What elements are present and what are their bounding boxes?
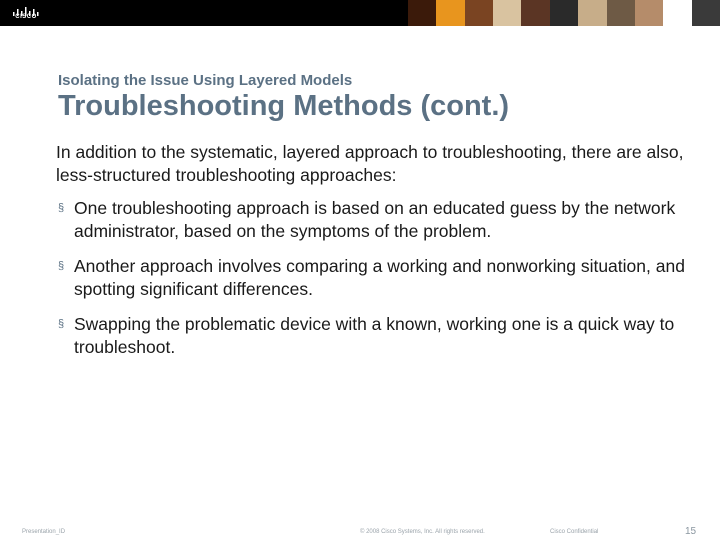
bullet-text: Swapping the problematic device with a known, working one is a quick way to troubleshoot.	[74, 314, 675, 357]
bullet-list	[58, 197, 698, 371]
bullet-text: One troubleshooting approach is based on an educated guess by the network administrator, based on the symptoms of the problem.	[74, 198, 676, 241]
bullet-marker: §	[58, 202, 65, 214]
header-photo-tile	[521, 0, 549, 26]
header-photo-strip	[408, 0, 720, 26]
cisco-logo	[10, 4, 42, 22]
footer-presentation-id: Presentation_ID	[22, 529, 66, 535]
footer-confidential: Cisco Confidential	[550, 529, 599, 535]
header-photo-tile	[635, 0, 663, 26]
bullet-marker: §	[58, 260, 65, 272]
header-photo-tile	[436, 0, 464, 26]
header-photo-tile	[550, 0, 578, 26]
slide-title: Troubleshooting Methods (cont.)	[58, 90, 510, 122]
bullet-text: Another approach involves comparing a working and nonworking situation, and spotting significant differences.	[74, 256, 685, 299]
page-number: 15	[685, 526, 697, 537]
bullet-item	[58, 197, 698, 243]
header-bar	[0, 0, 720, 26]
header-photo-tile	[493, 0, 521, 26]
header-photo-tile	[692, 0, 720, 26]
header-photo-tile	[663, 0, 691, 26]
header-photo-tile	[607, 0, 635, 26]
header-photo-tile	[578, 0, 606, 26]
intro-paragraph: In addition to the systematic, layered approach to troubleshooting, there are also, less-structured troubleshooting approaches:	[56, 142, 684, 185]
header-photo-tile	[408, 0, 436, 26]
header-photo-tile	[465, 0, 493, 26]
logo-wordmark: CISCO	[15, 14, 37, 20]
slide-subtitle: Isolating the Issue Using Layered Models	[58, 72, 353, 89]
bullet-marker: §	[58, 318, 65, 330]
bullet-item	[58, 255, 698, 301]
footer-copyright: © 2008 Cisco Systems, Inc. All rights reserved.	[360, 529, 485, 535]
bullet-item	[58, 313, 698, 359]
